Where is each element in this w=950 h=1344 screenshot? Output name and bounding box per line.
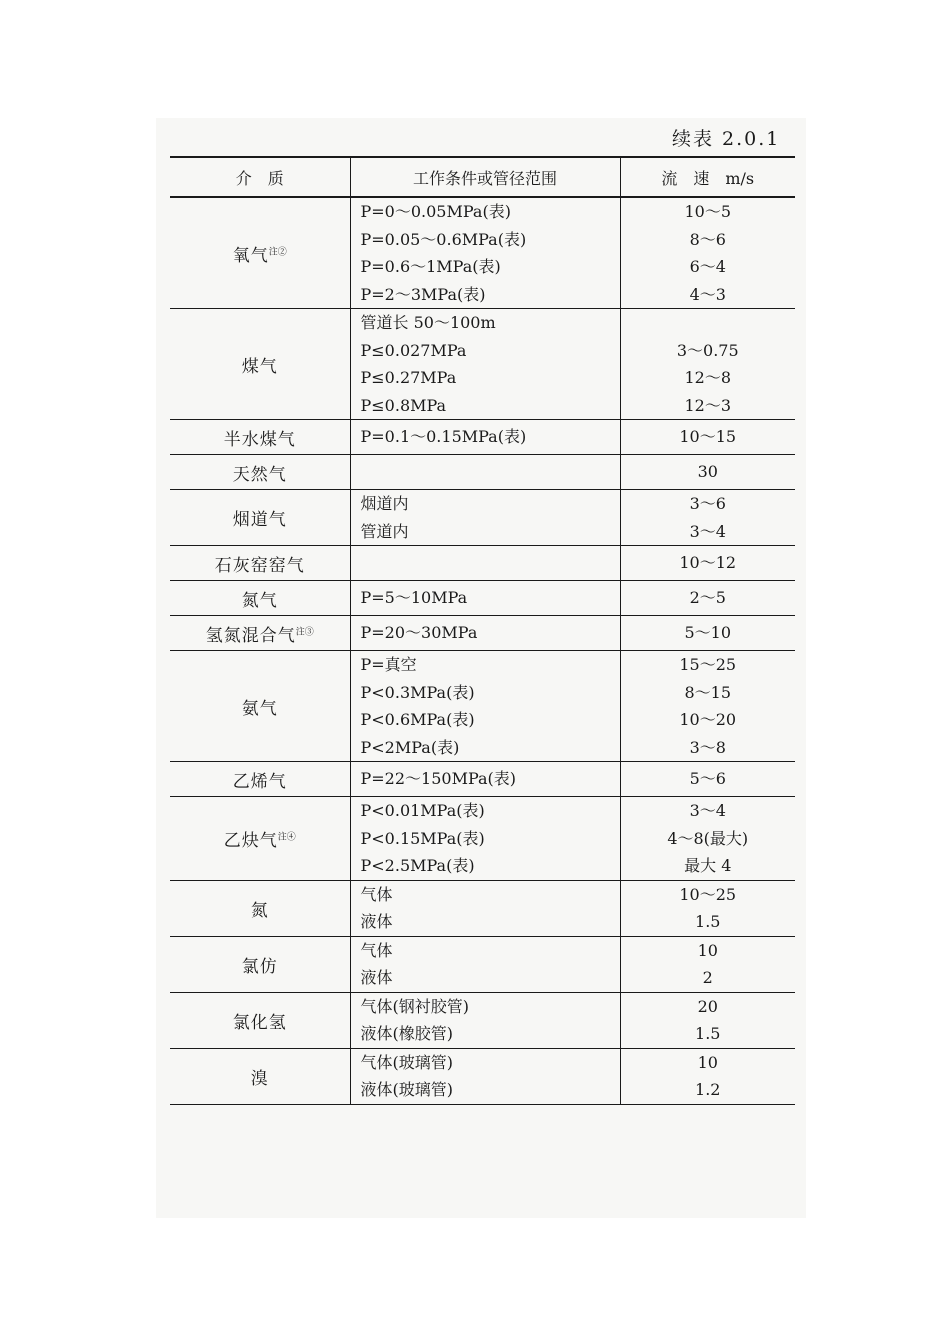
- medium-name: 氨气: [241, 698, 278, 719]
- velocity-cell: [620, 651, 795, 762]
- condition-line: 液体: [360, 968, 393, 987]
- velocity-line: 3～4: [689, 521, 726, 541]
- medium-note: 注③: [295, 626, 314, 637]
- condition-line: P=0.6～1MPa(表): [360, 257, 501, 276]
- condition-cell: [350, 581, 620, 616]
- table-row: [170, 880, 795, 936]
- condition-cell: [350, 880, 620, 936]
- velocity-line: 3～4: [689, 801, 726, 820]
- header-velocity: 流 速 m/s: [620, 157, 795, 197]
- velocity-line: 6～4: [689, 257, 726, 276]
- medium-name: 氮气: [241, 590, 278, 611]
- header-row: [170, 157, 795, 197]
- velocity-line: 1.5: [695, 1024, 721, 1043]
- condition-cell: [350, 490, 620, 546]
- velocity-line: 3～6: [689, 494, 726, 513]
- condition-line: 气体: [360, 884, 393, 904]
- medium-name: 氮: [250, 900, 269, 921]
- table-row: [170, 420, 795, 455]
- condition-line: 液体(橡胶管): [360, 1024, 453, 1043]
- table-row: [170, 651, 795, 762]
- medium-cell: [170, 581, 350, 616]
- condition-line: P<0.6MPa(表): [360, 710, 475, 729]
- condition-line: P=22～150MPa(表): [360, 769, 517, 789]
- condition-line: 液体: [360, 912, 393, 931]
- condition-line: P=2～3MPa(表): [360, 284, 486, 304]
- velocity-line: 1.2: [695, 1080, 721, 1099]
- velocity-cell: [620, 420, 795, 455]
- condition-line: P=真空: [360, 655, 417, 674]
- condition-cell: [350, 197, 620, 309]
- velocity-cell: [620, 455, 795, 490]
- velocity-line: 10～12: [679, 553, 737, 573]
- condition-line: P=0.05～0.6MPa(表): [360, 229, 527, 249]
- velocity-cell: [620, 1048, 795, 1104]
- condition-cell: [350, 1048, 620, 1104]
- condition-cell: [350, 420, 620, 455]
- condition-line: [361, 458, 620, 486]
- velocity-line: 4～3: [689, 284, 726, 304]
- condition-cell: [350, 797, 620, 881]
- velocity-line: 10: [697, 1052, 718, 1072]
- medium-name: 氧气: [232, 245, 269, 266]
- velocity-line: 4～8(最大): [667, 828, 749, 848]
- condition-line: P=0.1～0.15MPa(表): [360, 427, 527, 447]
- medium-cell: [170, 651, 350, 762]
- table-row: [170, 616, 795, 651]
- velocity-line: 8～15: [684, 682, 732, 702]
- condition-cell: [350, 651, 620, 762]
- table-row: [170, 309, 795, 420]
- medium-name: 乙烯气: [232, 771, 287, 792]
- velocity-line: 5～10: [684, 623, 732, 643]
- medium-cell: [170, 490, 350, 546]
- medium-cell: [170, 197, 350, 309]
- velocity-cell: [620, 197, 795, 309]
- condition-line: P<0.3MPa(表): [360, 682, 475, 702]
- medium-name: 半水煤气: [223, 429, 296, 450]
- table-row: [170, 762, 795, 797]
- velocity-line: 最大 4: [684, 856, 732, 875]
- velocity-line: 2: [702, 968, 713, 987]
- table-row: [170, 936, 795, 992]
- condition-cell: [350, 616, 620, 651]
- medium-cell: [170, 546, 350, 581]
- condition-line: 管道内: [360, 521, 409, 541]
- table-row: [170, 581, 795, 616]
- velocity-line: 3～0.75: [676, 340, 739, 360]
- table-row: [170, 455, 795, 490]
- velocity-cell: [620, 762, 795, 797]
- medium-cell: [170, 880, 350, 936]
- condition-line: 气体: [360, 940, 393, 960]
- velocity-cell: [620, 581, 795, 616]
- condition-line: 气体(钢衬胶管): [360, 996, 469, 1016]
- medium-name: 溴: [250, 1068, 269, 1089]
- medium-name: 石灰窑窑气: [214, 555, 305, 576]
- condition-line: P<0.15MPa(表): [360, 828, 485, 848]
- velocity-cell: [620, 546, 795, 581]
- velocity-line: 1.5: [695, 912, 721, 931]
- medium-name: 氢氮混合气: [205, 625, 296, 646]
- medium-cell: [170, 762, 350, 797]
- condition-cell: [350, 762, 620, 797]
- condition-line: 气体(玻璃管): [360, 1052, 453, 1072]
- medium-cell: [170, 420, 350, 455]
- condition-line: P<2MPa(表): [360, 737, 460, 757]
- velocity-line: [621, 309, 796, 337]
- condition-cell: [350, 936, 620, 992]
- velocity-cell: [620, 309, 795, 420]
- condition-line: P≤0.027MPa: [360, 340, 467, 360]
- velocity-line: 10～15: [679, 427, 737, 447]
- medium-cell: [170, 992, 350, 1048]
- velocity-cell: [620, 880, 795, 936]
- velocity-line: 10～5: [684, 202, 732, 221]
- velocity-cell: [620, 490, 795, 546]
- condition-cell: [350, 992, 620, 1048]
- velocity-line: 3～8: [689, 737, 726, 757]
- condition-cell: [350, 455, 620, 490]
- velocity-line: 15～25: [679, 655, 737, 674]
- condition-line: P≤0.8MPa: [360, 395, 447, 415]
- velocity-line: 2～5: [689, 588, 726, 608]
- condition-line: P<0.01MPa(表): [360, 801, 485, 820]
- flow-velocity-table: [170, 156, 795, 1105]
- velocity-line: 8～6: [689, 229, 726, 249]
- velocity-line: 30: [697, 462, 718, 482]
- velocity-line: 20: [697, 996, 718, 1016]
- condition-line: 液体(玻璃管): [360, 1080, 453, 1099]
- medium-cell: [170, 1048, 350, 1104]
- medium-cell: [170, 309, 350, 420]
- table-row: [170, 546, 795, 581]
- condition-line: 管道长 50～100m: [360, 313, 496, 332]
- condition-line: P≤0.27MPa: [360, 368, 457, 387]
- medium-cell: [170, 797, 350, 881]
- medium-cell: [170, 455, 350, 490]
- medium-cell: [170, 616, 350, 651]
- velocity-cell: [620, 992, 795, 1048]
- medium-name: 乙炔气: [223, 830, 278, 851]
- medium-cell: [170, 936, 350, 992]
- condition-cell: [350, 546, 620, 581]
- medium-name: 天然气: [232, 464, 287, 485]
- header-conditions: 工作条件或管径范围: [350, 157, 620, 197]
- table-row: [170, 992, 795, 1048]
- velocity-cell: [620, 616, 795, 651]
- condition-line: [361, 549, 620, 577]
- header-medium: 介 质: [170, 157, 350, 197]
- medium-name: 氯仿: [241, 956, 278, 977]
- medium-note: 注②: [268, 246, 287, 257]
- condition-line: P<2.5MPa(表): [360, 856, 475, 875]
- medium-name: 烟道气: [232, 510, 287, 530]
- condition-line: 烟道内: [360, 494, 409, 513]
- table-row: [170, 1048, 795, 1104]
- table-caption: 续表 2.0.1: [672, 128, 781, 150]
- condition-line: P=5～10MPa: [360, 588, 468, 608]
- condition-line: P=0～0.05MPa(表): [360, 202, 511, 221]
- condition-cell: [350, 309, 620, 420]
- table-row: [170, 197, 795, 309]
- table-row: [170, 490, 795, 546]
- velocity-line: 5～6: [689, 769, 726, 789]
- velocity-line: 10～20: [679, 710, 737, 729]
- velocity-line: 10～25: [679, 884, 737, 904]
- condition-line: P=20～30MPa: [360, 623, 478, 643]
- velocity-cell: [620, 797, 795, 881]
- medium-name: 氯化氢: [232, 1012, 287, 1033]
- velocity-cell: [620, 936, 795, 992]
- velocity-line: 12～8: [684, 368, 732, 387]
- velocity-line: 10: [697, 940, 718, 960]
- table-row: [170, 797, 795, 881]
- medium-note: 注④: [277, 832, 296, 843]
- velocity-line: 12～3: [684, 395, 732, 415]
- medium-name: 煤气: [241, 356, 278, 377]
